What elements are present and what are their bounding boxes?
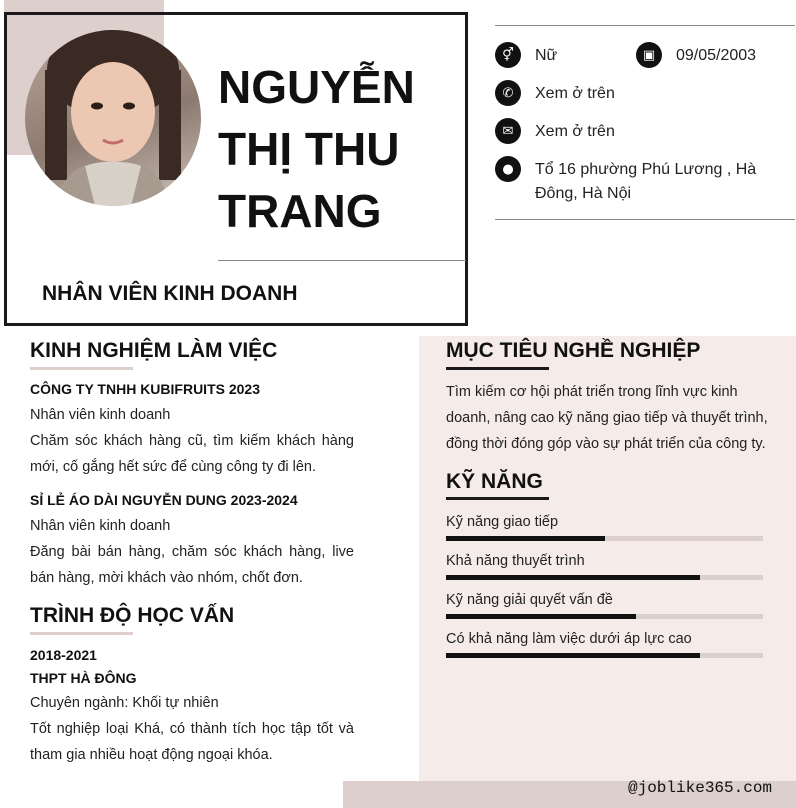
contact-email xyxy=(495,120,615,144)
experience-1-desc: Chăm sóc khách hàng cũ, tìm kiếm khách hàng mới, cố gắng hết sức để cùng công ty đi lên. xyxy=(30,433,354,475)
skill-1-label: Kỹ năng giao tiếp xyxy=(446,514,559,530)
address-value: Tổ 16 phường Phú Lương , Hà Đông, Hà Nội xyxy=(535,161,757,202)
birthdate-value: 09/05/2003 xyxy=(676,47,757,64)
full-name: NGUYỄN THỊ THU TRANG xyxy=(218,61,415,237)
experience-2-heading: SỈ LẺ ÁO DÀI NGUYỄN DUNG 2023-2024 xyxy=(30,492,298,508)
skill-3-label: Kỹ năng giải quyết vấn đề xyxy=(446,592,613,608)
education-underline xyxy=(30,632,133,635)
skill-2-fill xyxy=(446,575,700,580)
contact-divider-top xyxy=(495,25,795,26)
skill-2-bar xyxy=(446,575,763,580)
contact-phone xyxy=(495,82,615,106)
watermark: @joblike365.com xyxy=(628,779,773,797)
job-title: NHÂN VIÊN KINH DOANH xyxy=(42,282,298,305)
experience-2-role: Nhân viên kinh doanh xyxy=(30,518,171,534)
avatar xyxy=(25,30,201,206)
skill-3-fill xyxy=(446,614,636,619)
contact-address xyxy=(495,158,785,206)
name-divider xyxy=(218,260,466,261)
experience-1-role: Nhân viên kinh doanh xyxy=(30,407,171,423)
experience-underline xyxy=(30,367,133,370)
contact-gender xyxy=(495,44,557,68)
skill-4-label: Có khả năng làm việc dưới áp lực cao xyxy=(446,631,692,647)
gender-icon: ⚥ xyxy=(495,42,521,68)
education-desc: Tốt nghiệp loại Khá, có thành tích học tập tốt và tham gia nhiều hoạt động ngoại khóa. xyxy=(30,721,354,763)
objective-text: Tìm kiếm cơ hội phát triển trong lĩnh vực kinh doanh, nâng cao kỹ năng giao tiếp và thuyết trình, đồng thời đóng góp vào sự phát triển của công ty. xyxy=(446,384,768,452)
email-icon: ✉ xyxy=(495,118,521,144)
skill-1-fill xyxy=(446,536,605,541)
location-icon: ● xyxy=(495,156,521,182)
phone-icon: ✆ xyxy=(495,80,521,106)
experience-2-desc: Đăng bài bán hàng, chăm sóc khách hàng, live bán hàng, mời khách vào nhóm, chốt đơn. xyxy=(30,544,354,586)
skills-underline xyxy=(446,497,549,500)
education-school: THPT HÀ ĐÔNG xyxy=(30,670,137,686)
email-value: Xem ở trên xyxy=(535,123,615,140)
skill-1-bar xyxy=(446,536,763,541)
phone-value: Xem ở trên xyxy=(535,85,615,102)
skill-4-bar xyxy=(446,653,763,658)
contact-birthdate xyxy=(636,44,756,68)
education-years: 2018-2021 xyxy=(30,647,97,663)
gender-value: Nữ xyxy=(535,47,558,64)
skill-3-bar xyxy=(446,614,763,619)
skills-title: KỸ NĂNG xyxy=(446,470,543,493)
experience-title: KINH NGHIỆM LÀM VIỆC xyxy=(30,339,278,362)
skill-4-fill xyxy=(446,653,700,658)
experience-1-heading: CÔNG TY TNHH KUBIFRUITS 2023 xyxy=(30,381,260,397)
objective-underline xyxy=(446,367,549,370)
contact-divider-bottom xyxy=(495,219,795,220)
skill-2-label: Khả năng thuyết trình xyxy=(446,553,585,569)
education-title: TRÌNH ĐỘ HỌC VẤN xyxy=(30,604,235,627)
calendar-icon: ▣ xyxy=(636,42,662,68)
objective-title: MỤC TIÊU NGHỀ NGHIỆP xyxy=(446,339,701,362)
education-major: Chuyên ngành: Khối tự nhiên xyxy=(30,695,219,711)
